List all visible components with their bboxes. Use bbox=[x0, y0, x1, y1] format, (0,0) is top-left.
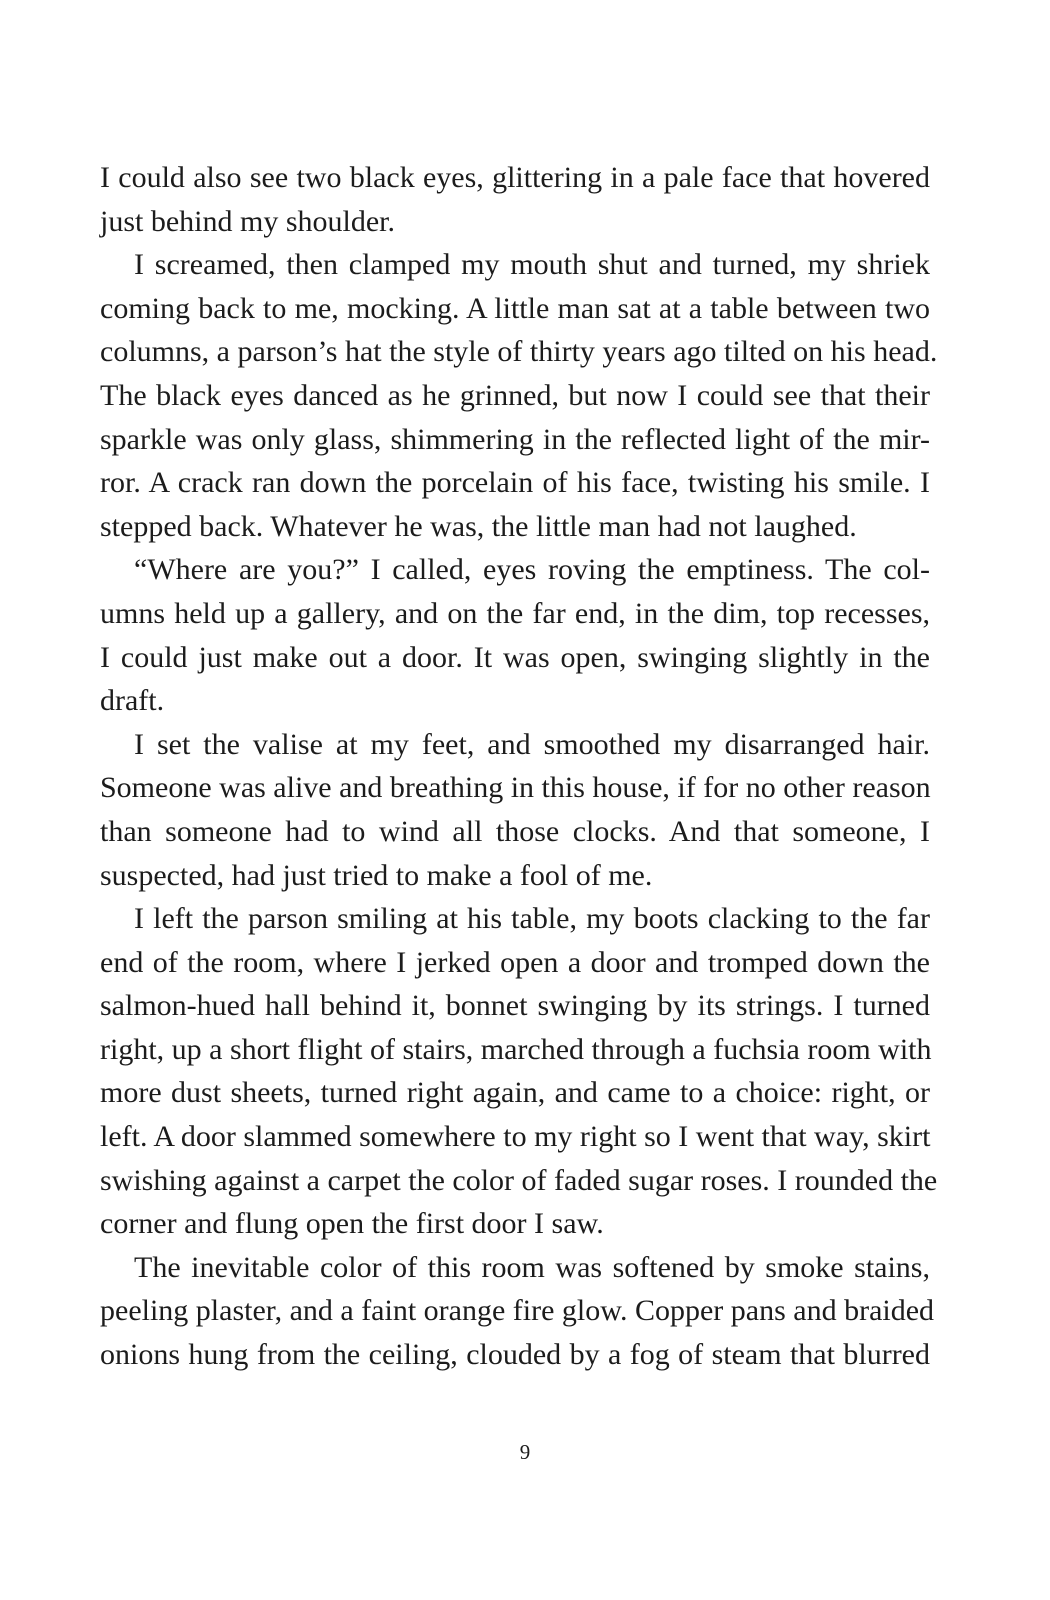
text-line: “Where are you?” I called, eyes roving the emptiness. The col- bbox=[134, 553, 930, 587]
text-line: The black eyes danced as he grinned, but now I could see that their bbox=[100, 378, 930, 412]
page-number: 9 bbox=[519, 1440, 531, 1464]
text-line: I set the valise at my feet, and smoothed my disarranged hair. bbox=[134, 727, 930, 761]
text-line: onions hung from the ceiling, clouded by a fog of steam that blurred bbox=[100, 1338, 930, 1372]
text-line: I left the parson smiling at his table, my boots clacking to the far bbox=[134, 902, 930, 936]
text-line: draft. bbox=[100, 684, 165, 718]
text-line: suspected, had just tried to make a fool of me. bbox=[100, 858, 653, 892]
paragraph bbox=[100, 156, 930, 243]
text-line: umns held up a gallery, and on the far end, in the dim, top recesses, bbox=[100, 596, 930, 630]
text-line: columns, a parson’s hat the style of thirty years ago tilted on his head. bbox=[100, 335, 938, 369]
text-line: corner and flung open the first door I saw. bbox=[100, 1207, 604, 1241]
body-text bbox=[100, 156, 938, 1377]
paragraph bbox=[100, 548, 930, 722]
text-line: end of the room, where I jerked open a door and tromped down the bbox=[100, 945, 930, 979]
text-line: left. A door slammed somewhere to my right so I went that way, skirt bbox=[100, 1120, 931, 1154]
text-line: salmon-hued hall behind it, bonnet swinging by its strings. I turned bbox=[100, 989, 930, 1023]
paragraph bbox=[100, 243, 938, 548]
text-line: ror. A crack ran down the porcelain of his face, twisting his smile. I bbox=[100, 466, 930, 500]
paragraph bbox=[100, 723, 930, 897]
text-line: sparkle was only glass, shimmering in the reflected light of the mir- bbox=[100, 422, 930, 456]
text-line: just behind my shoulder. bbox=[100, 204, 395, 238]
text-line: swishing against a carpet the color of faded sugar roses. I rounded the bbox=[100, 1163, 938, 1197]
text-line: right, up a short flight of stairs, marched through a fuchsia room with bbox=[100, 1032, 932, 1066]
text-line: I could just make out a door. It was open, swinging slightly in the bbox=[100, 640, 930, 674]
text-line: than someone had to wind all those clocks. And that someone, I bbox=[100, 814, 930, 848]
text-line: The inevitable color of this room was softened by smoke stains, bbox=[134, 1250, 930, 1284]
text-line: Someone was alive and breathing in this house, if for no other reason bbox=[100, 771, 931, 805]
text-line: I screamed, then clamped my mouth shut and turned, my shriek bbox=[134, 248, 930, 282]
text-line: coming back to me, mocking. A little man sat at a table between two bbox=[100, 291, 930, 325]
text-line: stepped back. Whatever he was, the little man had not laughed. bbox=[100, 509, 857, 543]
paragraph bbox=[100, 897, 938, 1246]
text-line: more dust sheets, turned right again, and came to a choice: right, or bbox=[100, 1076, 930, 1110]
text-line: I could also see two black eyes, glittering in a pale face that hovered bbox=[100, 161, 930, 194]
paragraph bbox=[100, 1246, 935, 1377]
text-line: peeling plaster, and a faint orange fire glow. Copper pans and braided bbox=[100, 1294, 935, 1328]
